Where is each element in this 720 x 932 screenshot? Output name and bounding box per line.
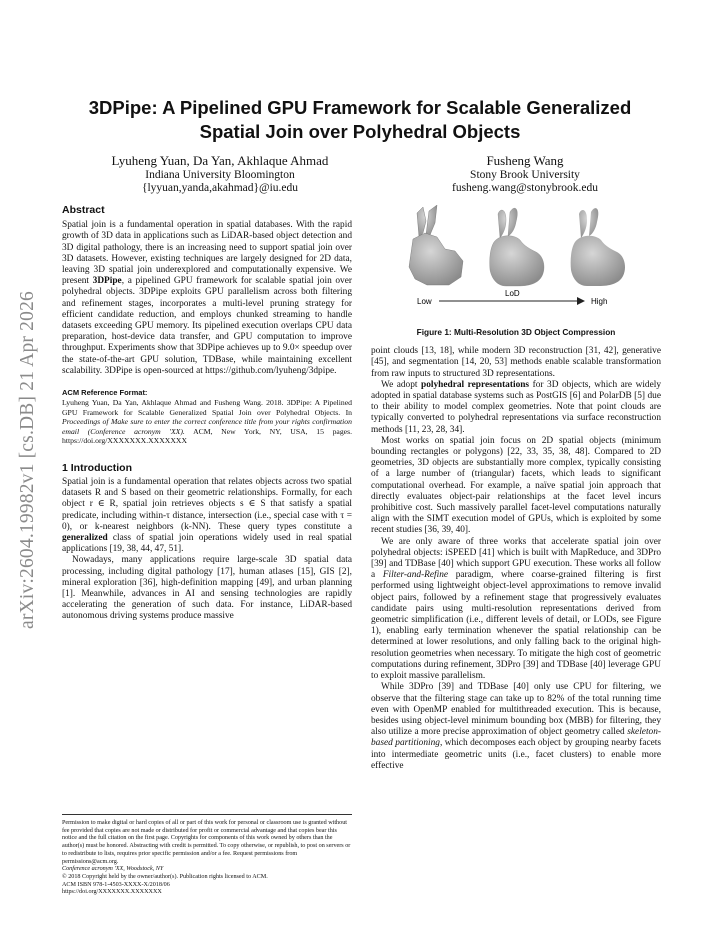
author-names: Lyuheng Yuan, Da Yan, Akhlaque Ahmad bbox=[111, 153, 329, 168]
right-paragraph-2: We adopt polyhedral representations for 3D objects, which are widely adopted in spatial database systems such as PostGIS [6] and PolarDB [5] due to their ability to model complex geometries. Note that point clouds are typically converted to polyhedral representations via surface reconstruction methods [11, 23, 28, 34]. bbox=[371, 379, 661, 435]
arxiv-stamp bbox=[8, 200, 48, 720]
intro-heading: 1 Introduction bbox=[62, 461, 132, 474]
right-paragraph-4: We are only aware of three works that accelerate spatial join over polyhedral objects: iSPEED [41] which is built with MapReduce, and 3DPro [39] and TDBase [40] which support GPU execution. These works all follow a Filter-and-Refine paradigm, where coarse-grained filtering is first performed using lightweight object-level approximations to remove invalid object pairs, followed by a refinement stage that progressively evaluates candidate pairs using multi-resolution representations derived from geometric simplification (i.e., different levels of detail, or LODs, see Figure 1), enabling early termination whenever the spatial relationship can be determined at lower resolutions, and only falling back to the original high-resolution geometries when necessary. To mitigate the high cost of geometric computations during refinement, 3DPro [39] and TDBase [40] leverage GPU to exploit massive parallelism. bbox=[371, 536, 661, 682]
right-paragraph-3: Most works on spatial join focus on 2D spatial objects (minimum bounding rectangles or polygons) [22, 33, 35, 38, 48]. Compared to 2D geometries, 3D objects are substantially more complex, typically consisting of a large number of (triangular) facets, which leads to significant computational overhead. For example, a naïve spatial join approach that directly evaluates object-pair relationships at the facet level incurs prohibitive cost. Such massively parallel facet-level computations naturally align with the SIMT execution model of GPUs, which is exploited by some recent studies [36, 39, 40]. bbox=[371, 435, 661, 536]
lod-high-label: High bbox=[591, 297, 608, 306]
paper-title bbox=[60, 96, 660, 144]
left-column bbox=[62, 205, 352, 623]
footnote-copyright: © 2018 Copyright held by the owner/author(s). Publication rights licensed to ACM. bbox=[62, 873, 268, 880]
acm-ref-heading: ACM Reference Format: bbox=[62, 388, 148, 398]
lod-low-label: Low bbox=[417, 297, 432, 306]
author-email: {lyyuan,yanda,akahmad}@iu.edu bbox=[141, 182, 299, 194]
title-line-2: Spatial Join over Polyhedral Objects bbox=[199, 121, 521, 142]
lod-label: LoD bbox=[505, 289, 520, 298]
author-affiliation: Stony Brook University bbox=[470, 169, 580, 181]
authors bbox=[60, 153, 660, 203]
author-group-2 bbox=[390, 153, 660, 195]
author-email: fusheng.wang@stonybrook.edu bbox=[451, 182, 598, 194]
footnote-conference: Conference acronym 'XX, Woodstock, NY bbox=[62, 866, 164, 873]
author-affiliation: Indiana University Bloomington bbox=[145, 169, 295, 181]
right-paragraph-1: point clouds [13, 18], while modern 3D reconstruction [31, 42], generative [45], and segmentation [14, 20, 53] methods enable scalable transformation from raw inputs to structured 3D representations. bbox=[371, 346, 661, 379]
footnote-isbn: ACM ISBN 978-1-4503-XXXX-X/2018/06 bbox=[62, 881, 170, 888]
right-paragraph-5: While 3DPro [39] and TDBase [40] only use CPU for filtering, we observe that the filtering stage can take up to 82% of the total running time even with OpenMP enabled for multithreaded execution. This is because, besides using object-level minimum bounding box (MBB) for filtering, they also utilize a more precise approximation of object geometry called skeleton-based partitioning, which decomposes each object by grouping nearby facets into intermediate geometric units (i.e., facet clusters) to enable more effective bbox=[371, 682, 661, 771]
author-names: Fusheng Wang bbox=[486, 153, 564, 168]
footnote-permission: Permission to make digital or hard copies of all or part of this work for personal or classroom use is granted without fee provided that copies are not made or distributed for profit or commercial advantage and that copies bear this notice and the full citation on the first page. Copyrights for components of this work owned by others than the author(s) must be honored. Abstracting with credit is permitted. To copy otherwise, or republish, to post on servers or to redistribute to lists, requires prior specific permission and/or a fee. Request permissions from permissions@acm.org. bbox=[62, 820, 351, 865]
abstract-text: Spatial join is a fundamental operation in spatial databases. With the rapid growth of 3D data in applications such as LiDAR-based object detection and 3D digital pathology, there is an increasing need to support spatial join over 3D datasets. However, existing techniques are largely designed for 2D data, leaving 3D spatial join underexplored and computationally expensive. We present 3DPipe, a pipelined GPU framework for scalable spatial join over polyhedral objects. 3DPipe exploits GPU parallelism across both filtering and refinement stages, incorporates a multi-level pruning strategy for efficient candidate reduction, and employs chunked streaming to handle datasets exceeding GPU memory. Its pipelined execution overlaps CPU data preparation, host-device data transfer, and GPU computation to improve throughput. Experiments show that 3DPipe achieves up to 9.0× speedup over the state-of-the-art GPU solution, TDBase, while maintaining excellent scalability. 3DPipe is open-sourced at https://github.com/lyuheng/3dpipe. bbox=[62, 220, 352, 376]
bunny-low-icon bbox=[409, 205, 463, 285]
intro-paragraph-2: Nowadays, many applications require large-scale 3D spatial data processing, including digital pathology [17], human atlases [15], GIS [2], mineral exploration [36], high-definition mapping [49], and urban planning [1]. Meanwhile, advances in AI and sensing technologies are rapidly accelerating the generation of such data. For instance, LiDAR-based autonomous driving systems produce massive bbox=[62, 555, 352, 622]
abstract-heading: Abstract bbox=[62, 204, 105, 216]
copyright-footnote bbox=[62, 814, 352, 897]
figure-1-caption: Figure 1: Multi-Resolution 3D Object Compression bbox=[416, 327, 616, 337]
arxiv-stamp-text: arXiv:2604.19982v1 [cs.DB] 21 Apr 2026 bbox=[17, 291, 38, 629]
lod-arrow-head-icon bbox=[577, 297, 585, 305]
intro-paragraph-1: Spatial join is a fundamental operation that relates objects across two spatial datasets R and S based on their geometric relationships. Formally, for each object r ∈ R, spatial join retrieves objects s ∈ S that satisfy a spatial predicate, including within-τ distance, intersection (i.e., special case with τ = 0), or k-nearest neighbors (k-NN). These query types constitute a generalized class of spatial join operations widely used in real spatial applications [19, 38, 44, 47, 51]. bbox=[62, 476, 352, 555]
bunny-high-icon bbox=[571, 208, 625, 286]
footnote-doi: https://doi.org/XXXXXXX.XXXXXXX bbox=[62, 889, 162, 896]
bunny-mid-icon bbox=[490, 208, 544, 286]
figure-1 bbox=[371, 205, 661, 325]
figure-1-graphic bbox=[371, 205, 661, 325]
author-group-1 bbox=[60, 153, 380, 195]
right-column bbox=[371, 205, 661, 772]
title-line-1: 3DPipe: A Pipelined GPU Framework for Scalable Generalized bbox=[88, 97, 632, 118]
acm-ref-text: Lyuheng Yuan, Da Yan, Akhlaque Ahmad and Fusheng Wang. 2018. 3DPipe: A Pipelined GPU Framework for Scalable Generalized Spatial Join over Polyhedral Objects. In Proceedings of Make sure to enter the correct conference title from your rights confirmation email (Conference acronym 'XX). ACM, New York, NY, USA, 15 pages. https://doi.org/XXXXXXX.XXXXXXX bbox=[62, 398, 353, 446]
